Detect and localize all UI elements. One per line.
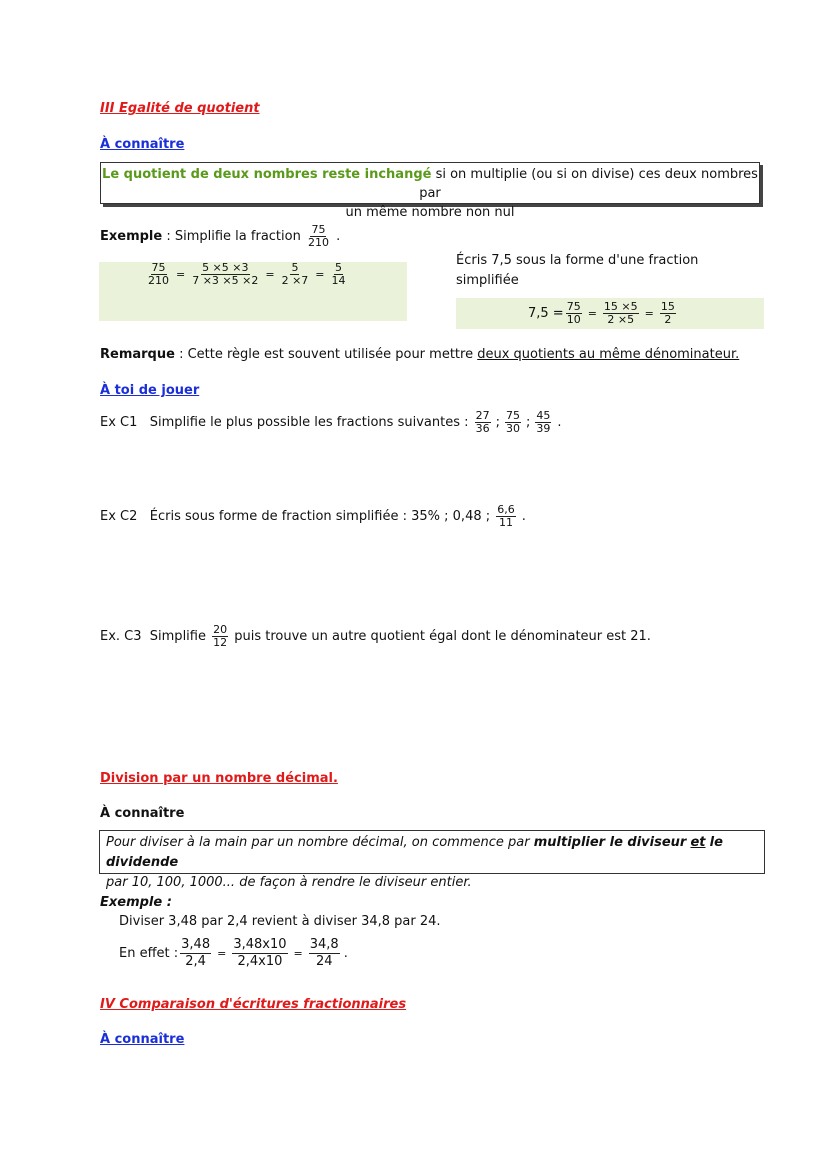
exercise-c3: Ex. C3 Simplifie $\frac{20}{12}$ puis trouve un autre quotient égal dont le dénominateur est 21.	[100, 622, 651, 649]
step-fraction: $\frac{75}{210}$	[148, 261, 169, 287]
exercise-c2: Ex C2 Écris sous forme de fraction simplifiée : 35% ; 0,48 ; $\frac{6,6}{11}$ .	[100, 502, 526, 529]
c3-fraction: $\frac{20}{12}$	[213, 622, 228, 649]
rule-bold: le dividende	[106, 835, 723, 870]
ecris-fraction: $\frac{75}{10}$	[566, 300, 581, 326]
remarque-label: Remarque	[100, 347, 175, 362]
remarque-line: Remarque : Cette règle est souvent utilisée pour mettre deux quotients au même dénominateur.	[100, 347, 740, 362]
rule-text: si on multiplie (ou si on divise) ces deux nombres par	[419, 167, 758, 201]
rule-box	[100, 162, 760, 220]
example-label: Exemple	[100, 229, 163, 244]
section-4-a-connaitre: À connaître	[100, 1032, 185, 1047]
ecris-fraction: $\frac{15}{2}$	[660, 300, 675, 326]
ecris-text: Écris 7,5 sous la forme d'une fraction	[456, 253, 699, 268]
ecris-steps: 7,5 = $\frac{75}{10}$ = $\frac{15 \times 5}{2 \times 5}$ = $\frac{15}{2}$	[528, 300, 675, 326]
division-a-connaitre: À connaître	[100, 806, 185, 821]
section-4-title: IV Comparaison d'écritures fractionnaires	[100, 997, 407, 1012]
ecris-text-line2: simplifiée	[456, 273, 519, 288]
division-fraction: $\frac{3,48}{2,4}$	[181, 936, 211, 969]
step-fraction: $\frac{5}{14}$	[331, 261, 346, 287]
division-fraction: $\frac{34,8}{24}$	[309, 936, 339, 969]
division-rule-box: Pour diviser à la main par un nombre décimal, on commence par multiplier le diviseur et le dividende par 10, 100, 1000... de façon à rendre le diviseur entier.	[99, 830, 765, 874]
division-example-label: Exemple :	[100, 895, 172, 910]
division-example-line: Diviser 3,48 par 2,4 revient à diviser 34,8 par 24.	[119, 914, 441, 929]
example-steps: $\frac{75}{210}$ = $\frac{5 \times 5 \times 3}{7 \times 3 \times 5 \times 2}$ = $\frac{5}{2 \times 7}$ = $\frac{5}{14}$	[148, 261, 346, 287]
section-3-title: III Egalité de quotient	[100, 101, 260, 116]
step-fraction: $\frac{5}{2 \times 7}$	[281, 261, 309, 287]
example-fraction: $\frac{75}{210}$	[307, 223, 329, 249]
ecris-fraction: $\frac{15 \times 5}{2 \times 5}$	[603, 300, 638, 326]
example-text: : Simplifie la fraction	[162, 229, 305, 244]
division-en-effet: En effet : $\frac{3,48}{2,4}$ = $\frac{3,48x10}{2,4x10}$ = $\frac{34,8}{24}$ .	[119, 936, 348, 969]
step-fraction: $\frac{5 \times 5 \times 3}{7 \times 3 \times 5 \times 2}$	[192, 261, 259, 287]
exercise-c1: Ex C1 Simplifie le plus possible les fractions suivantes : $\frac{27}{36}$ ; $\frac{75}{30}$ ; $\frac{45}{39}$ .	[100, 408, 562, 435]
c1-fraction: $\frac{27}{36}$	[475, 408, 490, 435]
remarque-underlined: deux quotients au même dénominateur.	[477, 347, 740, 362]
rule-highlight: Le quotient de deux nombres reste inchangé	[102, 167, 432, 182]
rule-text-line2: un même nombre non nul	[345, 205, 515, 220]
a-connaitre-heading: À connaître	[100, 137, 185, 152]
rule-et: et	[690, 835, 706, 850]
a-toi-heading: À toi de jouer	[100, 383, 200, 398]
division-title: Division par un nombre décimal.	[100, 771, 338, 786]
c1-fraction: $\frac{75}{30}$	[506, 408, 520, 435]
division-fraction: $\frac{3,48x10}{2,4x10}$	[233, 936, 287, 969]
rule-bold: multiplier le diviseur	[533, 835, 687, 850]
c1-fraction: $\frac{45}{39}$	[536, 408, 551, 435]
example-line: Exemple : Simplifie la fraction $\frac{75}{210}$ .	[100, 223, 341, 249]
c2-fraction: $\frac{6,6}{11}$	[497, 502, 515, 529]
